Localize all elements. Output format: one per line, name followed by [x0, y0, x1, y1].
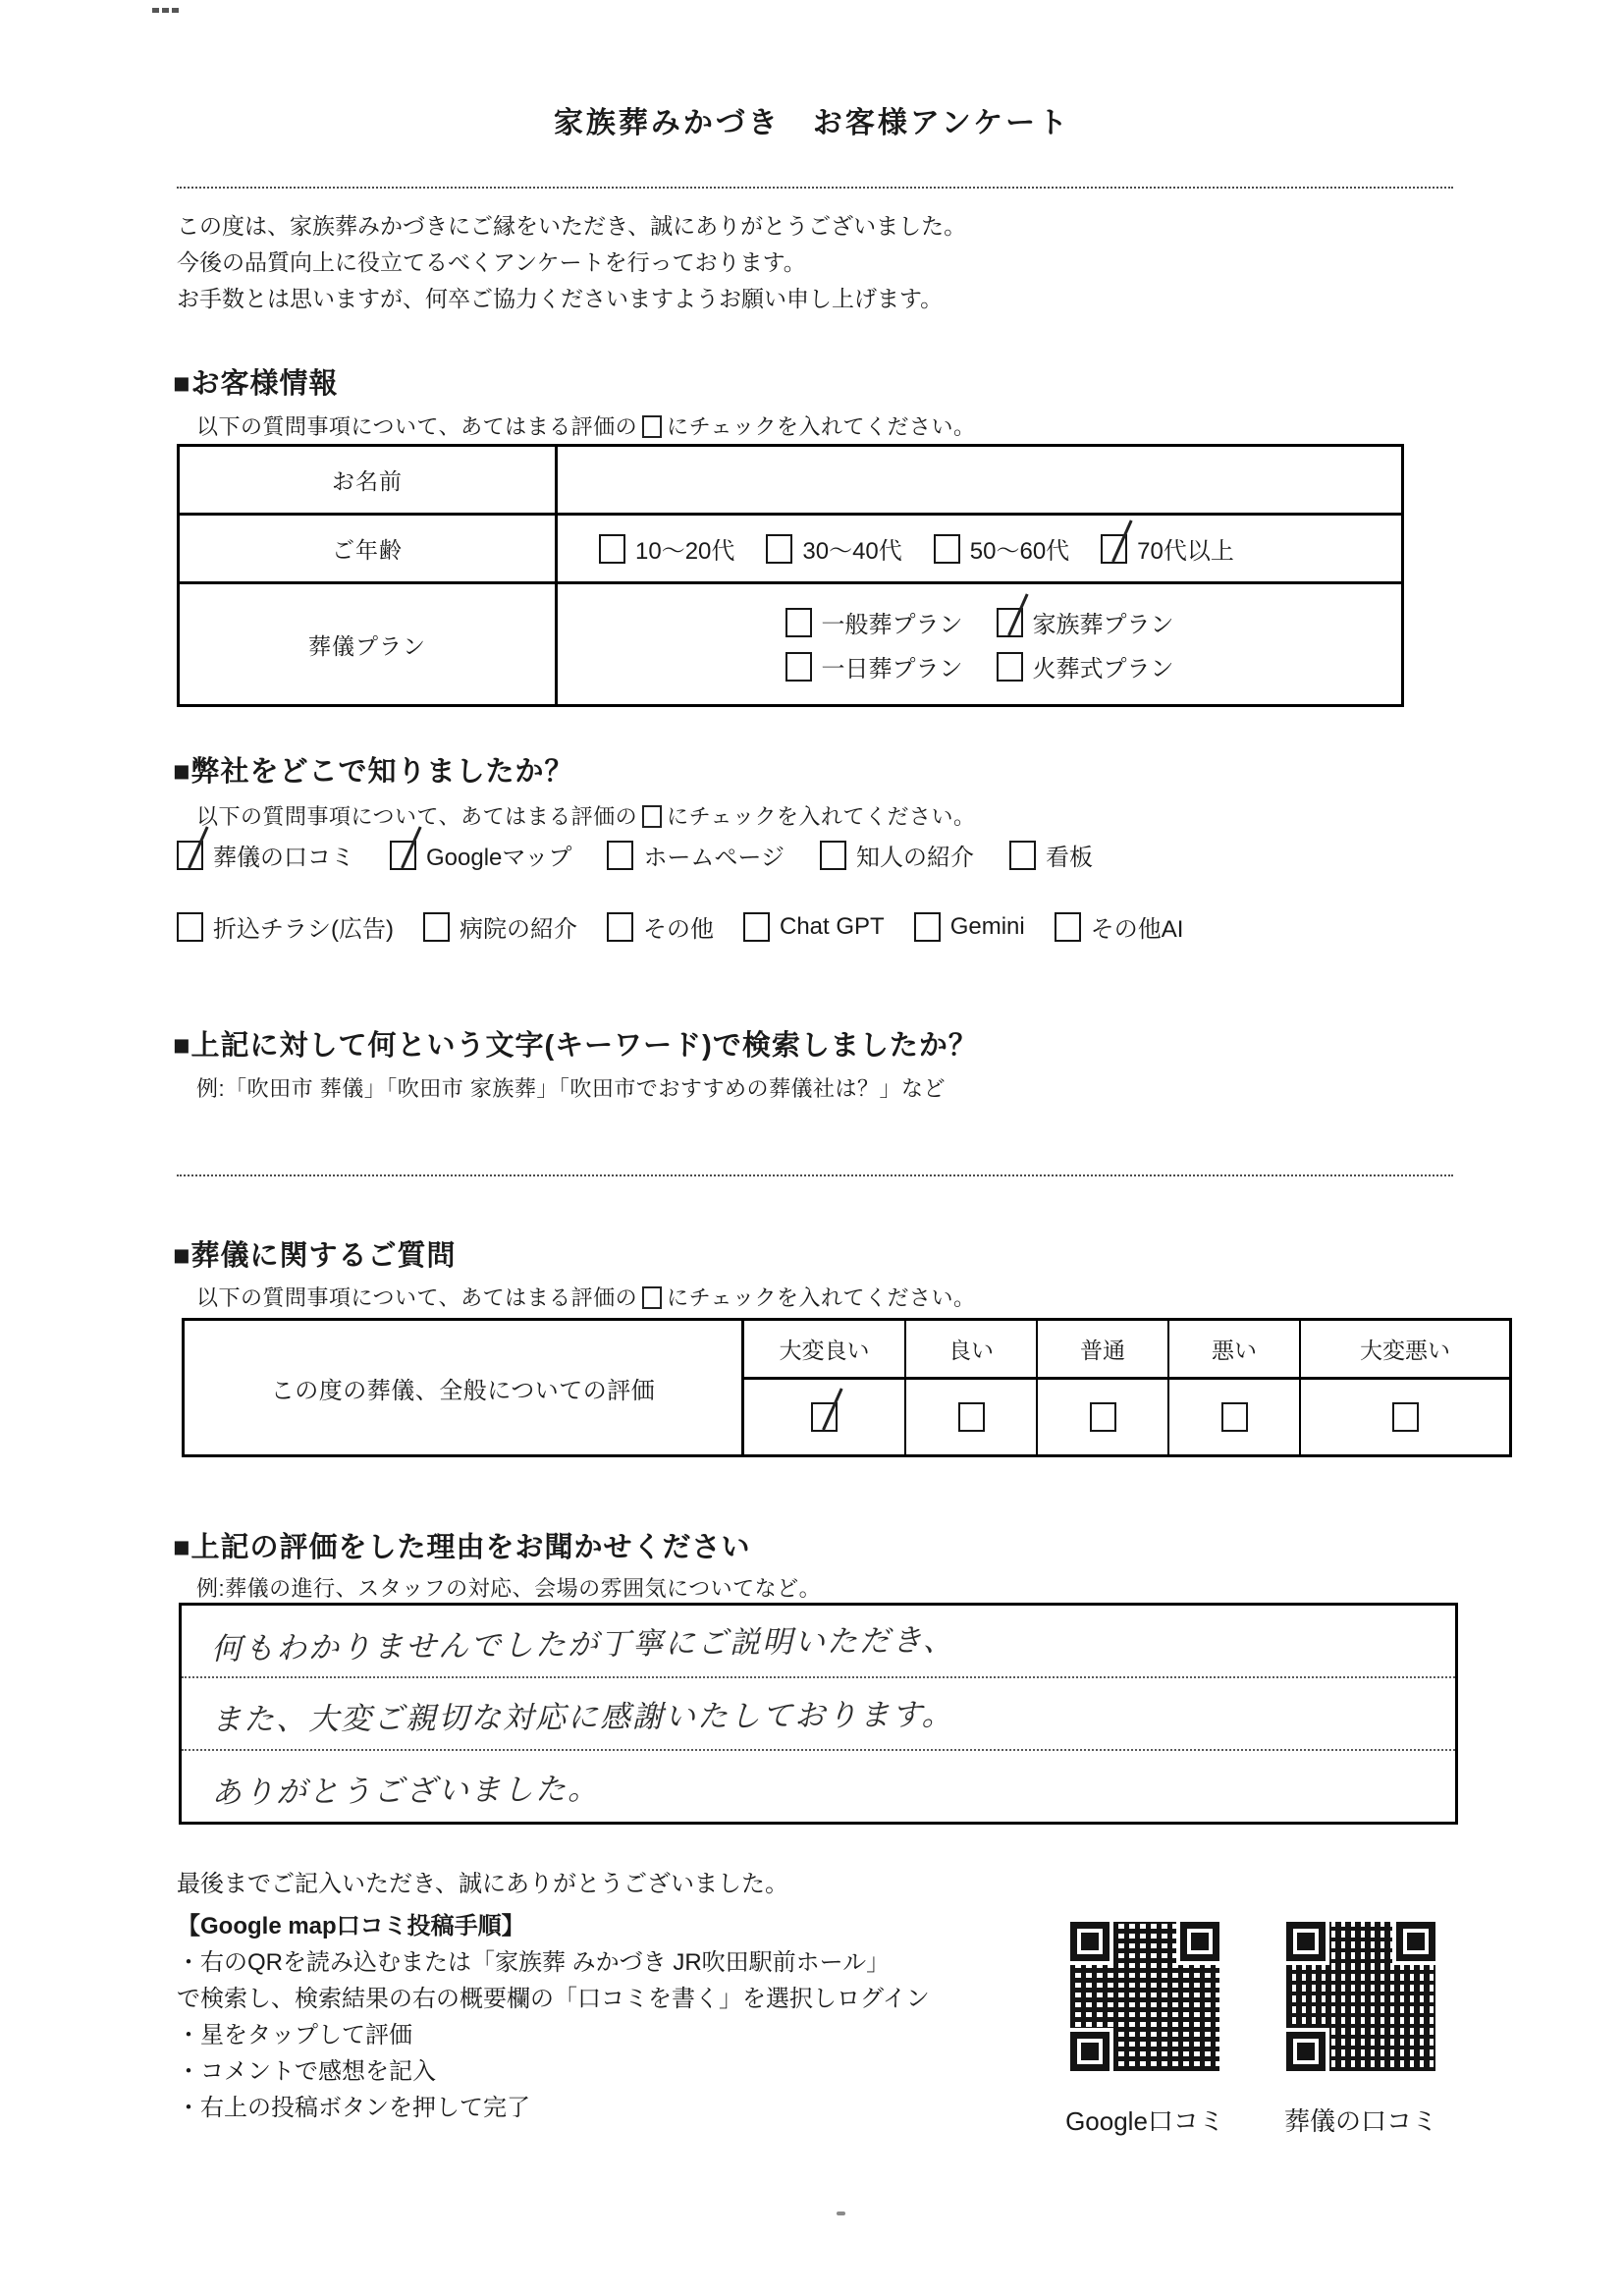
- checkbox-hospital: [423, 912, 450, 942]
- checkbox-age-30-40: [766, 534, 792, 564]
- rating-header: 悪い: [1169, 1321, 1301, 1377]
- checkbox-icon: [642, 805, 662, 828]
- checkbox-rating-very-good: [811, 1402, 838, 1432]
- checkbox-icon: [642, 1286, 662, 1309]
- checkbox-age-10-20: [599, 534, 625, 564]
- handwritten-comment-line: また、大変ご親切な対応に感謝いたしております。: [210, 1696, 954, 1737]
- intro-paragraph: [177, 208, 966, 317]
- checkbox-flyer: [177, 912, 203, 942]
- plan-option: 火葬式プラン: [997, 649, 1174, 683]
- referral-option: 知人の紹介: [820, 838, 974, 872]
- closing-text: 最後までご記入いただき、誠にありがとうございました。: [177, 1871, 789, 1897]
- checkbox-rating-very-bad: [1392, 1402, 1419, 1432]
- rating-header: 大変悪い: [1360, 1338, 1450, 1363]
- handwritten-comment-line: 何もわかりませんでしたが丁寧にご説明いただき、: [210, 1621, 955, 1666]
- checkbox-other: [607, 912, 633, 942]
- referral-option: 折込チラシ(広告): [177, 909, 394, 944]
- checkbox-acquaintance: [820, 841, 846, 870]
- plan-option: 一日葬プラン: [785, 649, 963, 683]
- rating-header: 普通: [1038, 1321, 1169, 1377]
- referral-option: Googleマップ: [390, 838, 571, 872]
- guide-heading: 【Google map口コミ投稿手順】: [177, 1913, 525, 1939]
- name-value: [558, 447, 1401, 513]
- guide-step: ・右上の投稿ボタンを押して完了: [177, 2095, 530, 2121]
- rating-header: 良い: [906, 1321, 1038, 1377]
- name-label: お名前: [180, 447, 558, 513]
- check-mark-icon: [822, 1388, 842, 1430]
- intro-line: お手数とは思いますが、何卒ご協力くださいますようお願い申し上げます。: [177, 286, 944, 311]
- check-mark-icon: [1111, 519, 1132, 562]
- qr-finder-icon: [1286, 1922, 1326, 1961]
- divider: [177, 1174, 1453, 1176]
- checkbox-chatgpt: [743, 912, 770, 942]
- age-option: 10〜20代: [599, 531, 734, 566]
- checkbox-homepage: [607, 841, 633, 870]
- checkbox-plan-cremation: [997, 652, 1023, 682]
- qr-label-funeral: 葬儀の口コミ: [1283, 2106, 1437, 2136]
- referral-option: その他AI: [1055, 909, 1184, 944]
- qr-finder-icon: [1396, 1922, 1435, 1961]
- table-row-name: [180, 447, 1401, 516]
- checkbox-rating-bad: [1221, 1402, 1248, 1432]
- guide-step: ・右のQRを読み込むまたは「家族葬 みかづき JR吹田駅前ホール」: [177, 1949, 891, 1976]
- guide-step: ・コメントで感想を記入: [177, 2058, 436, 2085]
- checkbox-plan-general: [785, 608, 812, 637]
- intro-line: 今後の品質向上に役立てるべくアンケートを行っております。: [177, 249, 806, 275]
- referral-option: その他: [607, 909, 714, 944]
- checkbox-plan-one-day: [785, 652, 812, 682]
- intro-line: この度は、家族葬みかづきにご縁をいただき、誠にありがとうございました。: [177, 213, 967, 239]
- handwritten-comment-line: ありがとうございました。: [210, 1771, 601, 1810]
- qr-finder-icon: [1070, 2032, 1110, 2071]
- keyword-example: 例:「吹田市 葬儀」「吹田市 家族葬」「吹田市でおすすめの葬儀社は？」など: [196, 1076, 947, 1101]
- referral-option: 葬儀の口コミ: [177, 838, 354, 872]
- age-label: ご年齢: [180, 516, 558, 581]
- referral-option: Gemini: [914, 912, 1025, 942]
- checkbox-rating-normal: [1090, 1402, 1116, 1432]
- checkbox-gemini: [914, 912, 941, 942]
- section-heading-referral: ■弊社をどこで知りましたか？: [173, 756, 574, 788]
- qr-code-funeral-review: [1281, 1917, 1440, 2076]
- checkbox-age-50-60: [934, 534, 960, 564]
- age-option: 50〜60代: [934, 531, 1069, 566]
- referral-options-row2: [177, 909, 1183, 944]
- comment-box: [179, 1603, 1458, 1825]
- section-heading-evaluation: ■葬儀に関するご質問: [173, 1240, 457, 1272]
- qr-finder-icon: [1070, 1922, 1110, 1961]
- customer-info-table: [177, 444, 1404, 707]
- guide-step: で検索し、検索結果の右の概要欄の「口コミを書く」を選択しログイン: [177, 1986, 930, 2012]
- age-option: 30〜40代: [766, 531, 901, 566]
- guide-step: ・星をタップして評価: [177, 2022, 412, 2048]
- qr-finder-icon: [1286, 2032, 1326, 2071]
- check-mark-icon: [188, 826, 208, 868]
- referral-option: Chat GPT: [743, 912, 885, 942]
- reason-example: 例:葬儀の進行、スタッフの対応、会場の雰囲気についてなど。: [196, 1576, 822, 1601]
- qr-finder-icon: [1180, 1922, 1219, 1961]
- divider: [177, 187, 1453, 189]
- referral-option: 看板: [1009, 838, 1093, 872]
- referral-option: 病院の紹介: [423, 909, 577, 944]
- plan-option: 一般葬プラン: [785, 605, 963, 639]
- google-review-guide: [177, 1908, 1080, 2126]
- scan-artifact: [152, 8, 182, 13]
- rating-header: 大変良い: [744, 1321, 906, 1377]
- check-mark-icon: [401, 826, 421, 868]
- section-heading-reason: ■上記の評価をした理由をお聞かせください: [173, 1532, 751, 1563]
- table-row-age: [180, 516, 1401, 584]
- referral-option: ホームページ: [607, 838, 785, 872]
- checkbox-instruction: 以下の質問事項について、あてはまる評価の にチェックを入れてください。: [196, 414, 976, 439]
- rating-header-row: [744, 1321, 1509, 1380]
- age-option: 70代以上: [1101, 531, 1234, 566]
- evaluation-table: [182, 1318, 1512, 1457]
- table-row-plan: [180, 584, 1401, 704]
- checkbox-instruction: 以下の質問事項について、あてはまる評価の にチェックを入れてください。: [196, 804, 976, 829]
- checkbox-google-map: [390, 841, 416, 870]
- scan-artifact: [837, 2212, 845, 2215]
- qr-code-google-review: [1065, 1917, 1224, 2076]
- plan-option: 家族葬プラン: [997, 605, 1174, 639]
- page-title: 家族葬みかづき お客様アンケート: [553, 107, 1071, 139]
- checkbox-signboard: [1009, 841, 1036, 870]
- checkbox-instruction: 以下の質問事項について、あてはまる評価の にチェックを入れてください。: [196, 1285, 976, 1310]
- checkbox-other-ai: [1055, 912, 1081, 942]
- checkbox-rating-good: [958, 1402, 985, 1432]
- section-heading-keyword: ■上記に対して何という文字(キーワード)で検索しましたか？: [173, 1030, 978, 1062]
- check-mark-icon: [1007, 593, 1028, 635]
- plan-label: 葬儀プラン: [180, 584, 558, 704]
- rating-checkbox-row: [744, 1380, 1509, 1454]
- checkbox-icon: [642, 415, 662, 438]
- checkbox-plan-family: [997, 608, 1023, 637]
- checkbox-funeral-reviews: [177, 841, 203, 870]
- checkbox-age-70-plus: [1101, 534, 1127, 564]
- qr-label-google: Google口コミ: [1065, 2106, 1224, 2136]
- evaluation-row-label: この度の葬儀、全般についての評価: [185, 1321, 744, 1454]
- referral-options-row1: [177, 838, 1093, 872]
- section-heading-customer-info: ■お客様情報: [173, 368, 339, 400]
